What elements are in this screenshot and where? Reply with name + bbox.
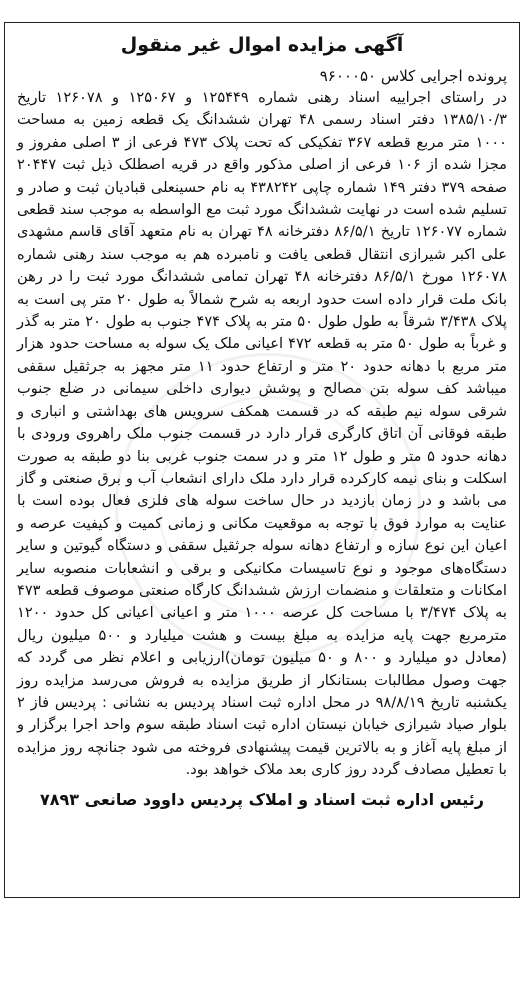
auction-notice [4,22,520,898]
notice-title: آگهی مزایده اموال غیر منقول [120,34,404,56]
file-number: پرونده اجرایی کلاس ۹۶۰۰۰۵۰ [319,67,507,85]
signature-line: رئیس اداره ثبت اسناد و املاک پردیس داوود صانعی ۷۸۹۳ [40,789,484,809]
notice-body: در راستای اجراییه اسناد رهنی شماره ۱۲۵۴۴۹ و ۱۲۵۰۶۷ و ۱۲۶۰۷۸ تاریخ ۱۳۸۵/۱۰/۳ دفتر اسناد رسمی ۴۸ تهران ششدانگ یک قطعه زمین به مساحت ۱۰۰۰ متر مربع قطعه ۳۶۷ تفکیکی که تحت پلاک ۴۷۳ فرعی از ۳ اصلی مفروز و مجزا شده از ۱۰۶ فرعی از اصلی مذکور واقع در قریه اصطلک ذیل ثبت ۲۰۴۴۷ صفحه ۳۷۹ دفتر ۱۴۹ شماره چاپی ۴۳۸۲۴۲ به نام حسینعلی قبادیان ثبت و صادر و تسلیم شده است در نهایت ششدانگ مورد ثبت مع الواسطه به موجب سند قطعی شماره ۱۲۶۰۷۷ تاریخ ۸۶/۵/۱ دفترخانه ۴۸ تهران به نام متعهد آقای قاسم مشهدی علی اکبر شیرازی انتقال قطعی یافت و نامبرده هم به موجب سند رهنی شماره ۱۲۶۰۷۸ مورخ ۸۶/۵/۱ دفترخانه ۴۸ تهران تمامی ششدانگ مورد ثبت را در رهن بانک ملت قرار داده است حدود اربعه به شرح شمالاً به طول ۲۰ متر پی است به پلاک ۳/۴۳۸ شرقاً به طول طول ۵۰ متر به پلاک ۴۷۴ جنوب به طول ۲۰ متر به گذر و غرباً به طول ۵۰ متر به قطعه ۴۷۲ اعیانی ملک یک سوله به مساحت حدود هزار متر مربع با دهانه حدود ۲۰ متر و ارتفاع حدود ۱۱ متر مجهز به جرثقیل سقفی میباشد کف سوله بتن مصالح و پوشش دیواری داخلی سیمانی در ضلع جنوب شرقی سوله نیم طبقه که در قسمت همکف سرویس های بهداشتی و انباری و طبقه فوقانی آن اتاق کارگری قرار دارد در قسمت جنوب ملک راهروی ورودی با دهانه حدود ۵ متر و طول ۱۲ متر و در سمت جنوب غربی بنا دو طبقه به صورت اسکلت و بنای نیمه کارکرده قرار دارد ملک دارای انشعاب آب و برق صنعتی و گاز می باشد و در زمان بازدید در حال ساخت سوله های فلزی فعال بوده است با عنایت به موارد فوق با توجه به موقعیت مکانی و زمانی کمیت و کیفیت عرصه و اعیان این نوع سازه و ارتفاع دهانه سوله جرثقیل سقفی و دستگاه گیوتین و سایر دستگاه‌های موجود و نوع تاسیسات مکانیکی و برقی و انشعابات منصوبه سایر امکانات و متعلقات و منضمات ارزش ششدانگ کارگاه صنعتی موصوف قطعه ۴۷۳ به پلاک ۳/۴۷۴ با مساحت کل عرصه ۱۰۰۰ متر و اعیانی اعیانی کل حدود ۱۲۰۰ مترمربع جهت پایه مزایده به مبلغ بیست و هشت میلیارد و ۵۰۰ میلیون ریال (معادل دو میلیارد و ۸۰۰ و ۵۰ میلیون تومان)ارزیابی و اعلام نظر می گردد که جهت وصول مطالبات بستانکار از طریق مزایده به فروش می‌رسد مزایده روز یکشنبه تاریخ ۹۸/۸/۱۹ در محل اداره ثبت اسناد پردیس به نشانی : پردیس فاز ۲ بلوار صیاد شیرازی خیابان نیستان اداره ثبت اسناد طبقه سوم واحد اجرا برگزار و از مبلغ پایه آغاز و به بالاترین قیمت پیشنهادی فروخته می شود جنانچه روز مزایده با تعطیل مصادف گردد روز کاری بعد ملاک خواهد بود. [17,89,508,779]
